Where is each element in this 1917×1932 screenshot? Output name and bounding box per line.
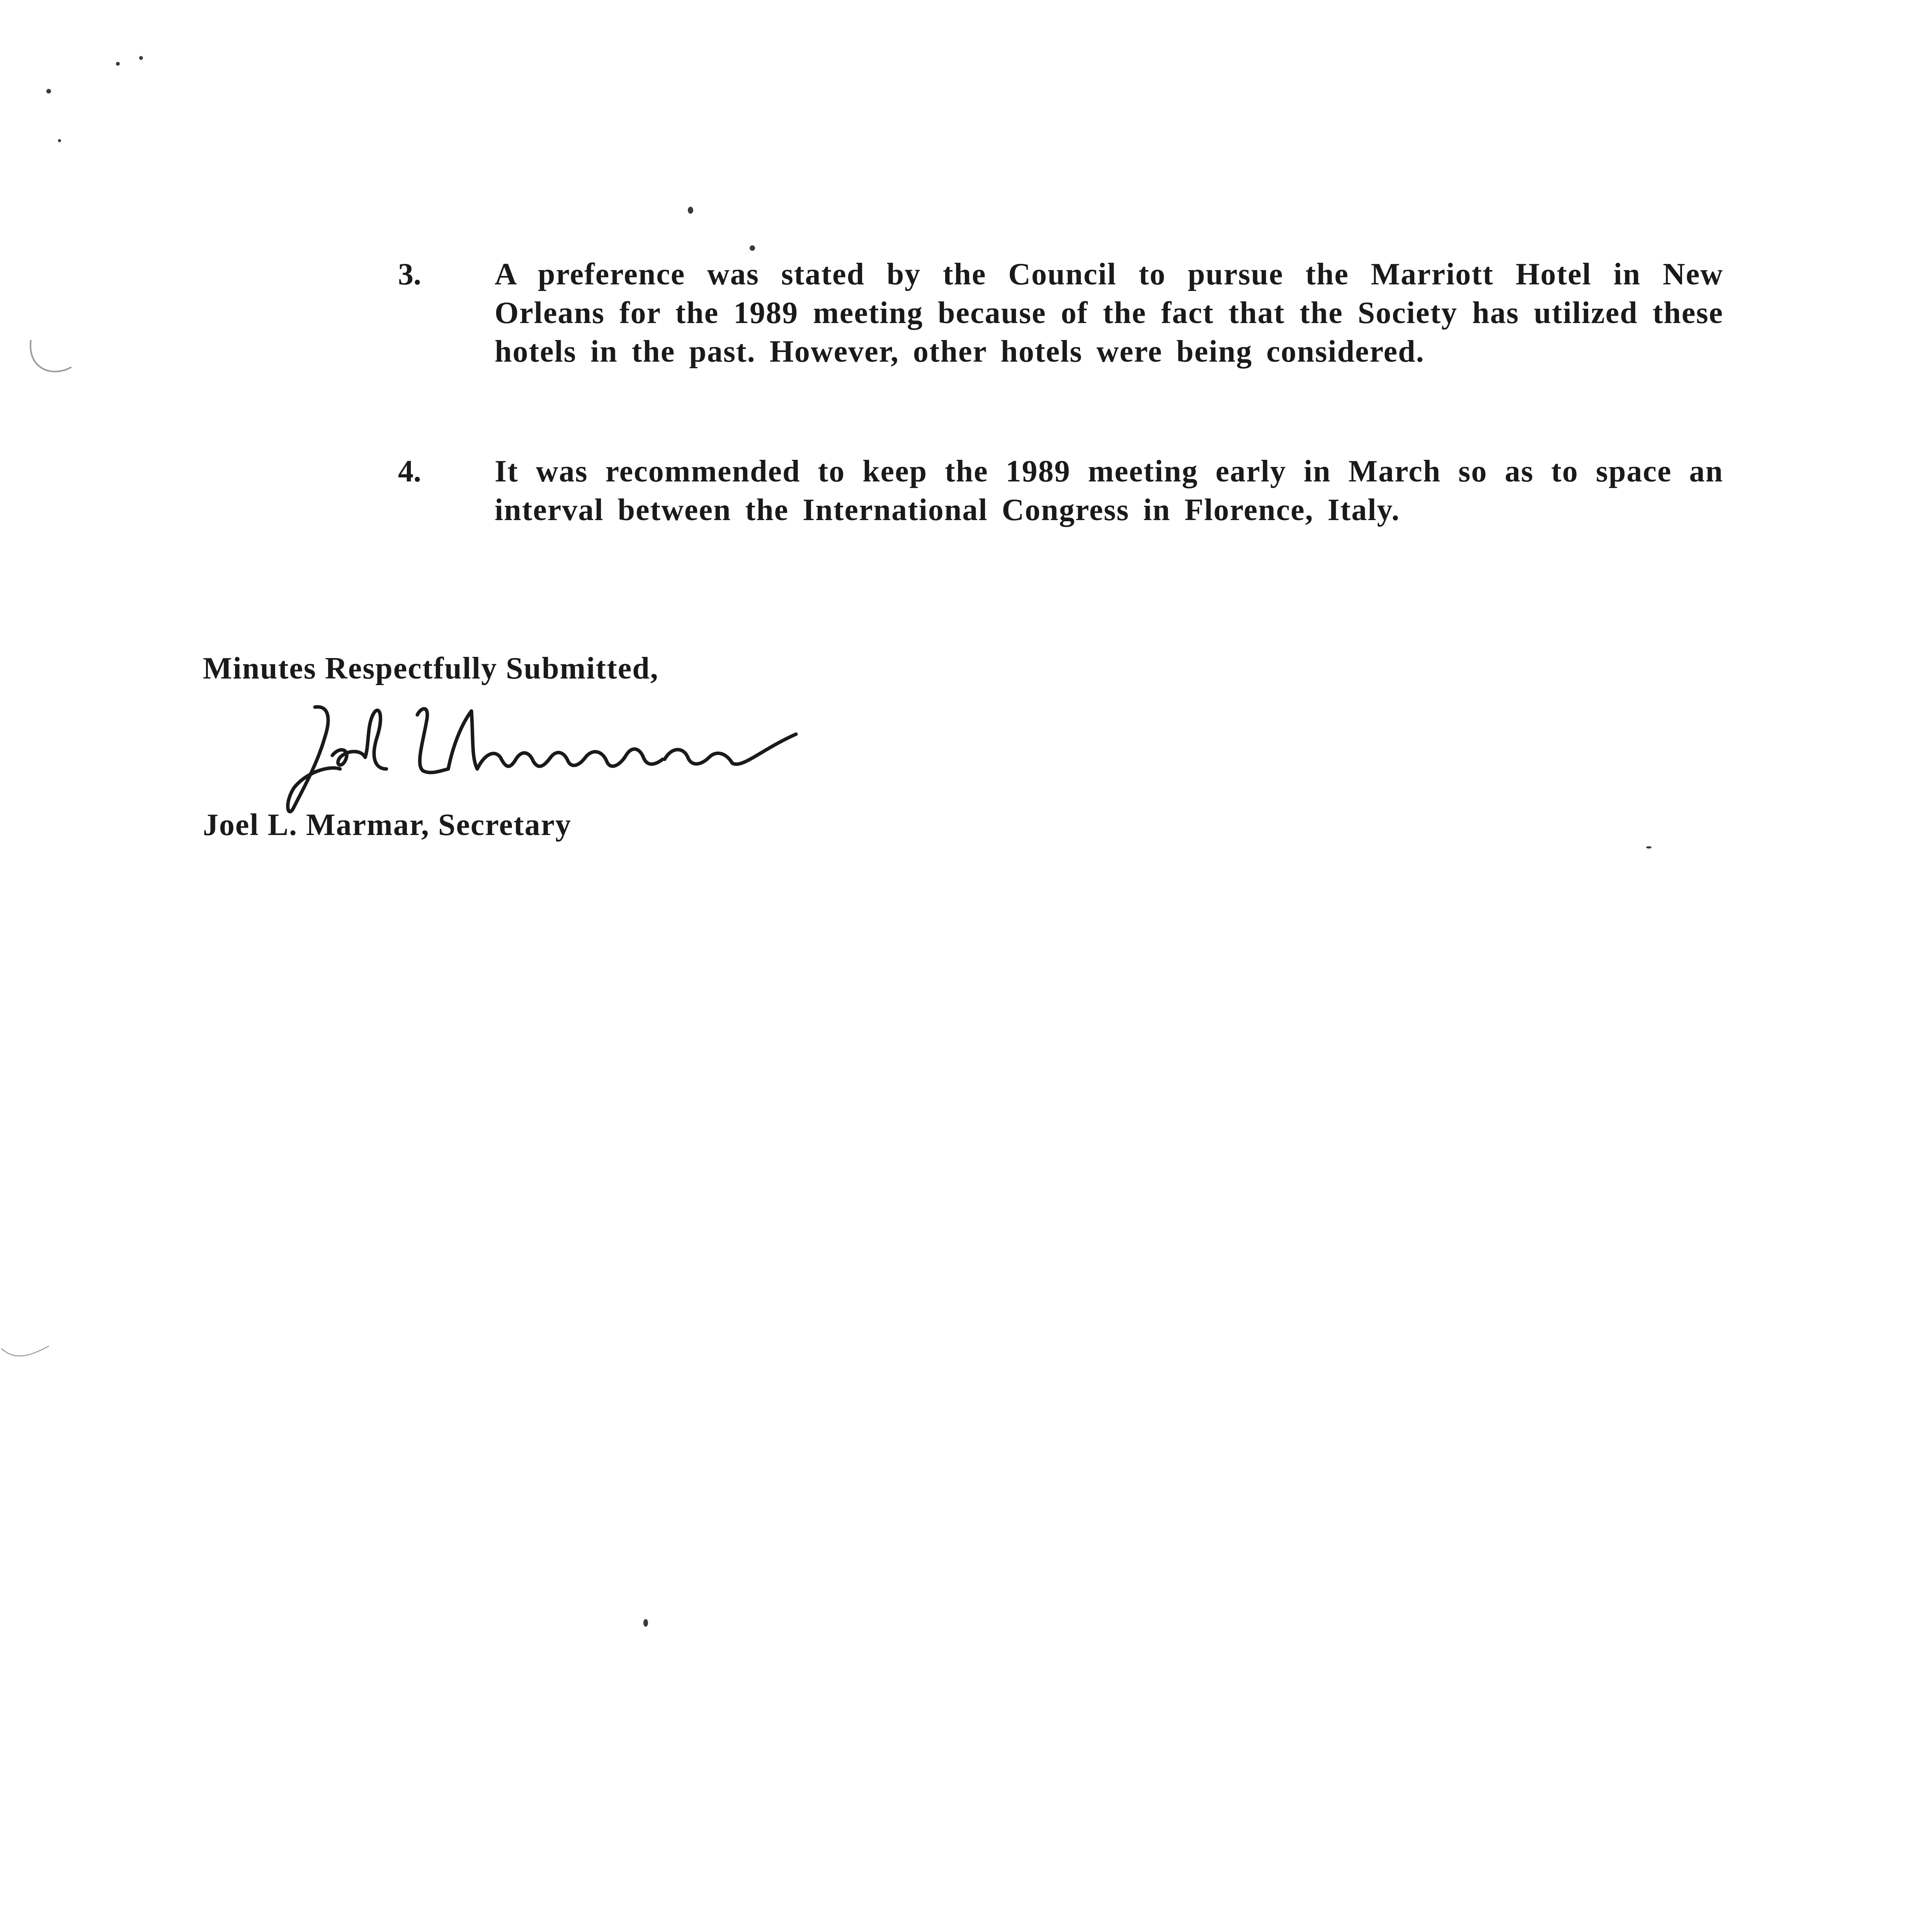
dust-speck bbox=[643, 1619, 648, 1627]
handwritten-signature bbox=[278, 692, 819, 819]
item-text: It was recommended to keep the 1989 meeting early in March so as to space an interval between the International Congress in Florence, Italy. bbox=[495, 454, 1723, 527]
list-item bbox=[398, 452, 1723, 580]
closing-line: Minutes Respectfully Submitted, bbox=[203, 651, 659, 685]
dust-speck bbox=[750, 245, 755, 251]
dust-speck bbox=[139, 56, 143, 60]
item-number: 4. bbox=[398, 454, 421, 488]
dust-speck bbox=[116, 62, 120, 66]
item-text: A preference was stated by the Council to pursue the Marriott Hotel in New Orleans for the 1989 meeting because of the fact that the Society has utilized these hotels in the past. However, other hotels were being considered. bbox=[495, 257, 1723, 369]
signer-name: Joel L. Marmar, Secretary bbox=[203, 808, 572, 842]
punch-hole-mark bbox=[0, 1325, 50, 1372]
item-number: 3. bbox=[398, 257, 421, 291]
punch-hole-mark bbox=[23, 336, 73, 383]
dust-speck bbox=[1646, 846, 1652, 849]
dust-speck bbox=[688, 207, 693, 214]
dust-speck bbox=[58, 139, 61, 142]
list-item bbox=[398, 255, 1723, 417]
dust-speck bbox=[46, 89, 51, 94]
